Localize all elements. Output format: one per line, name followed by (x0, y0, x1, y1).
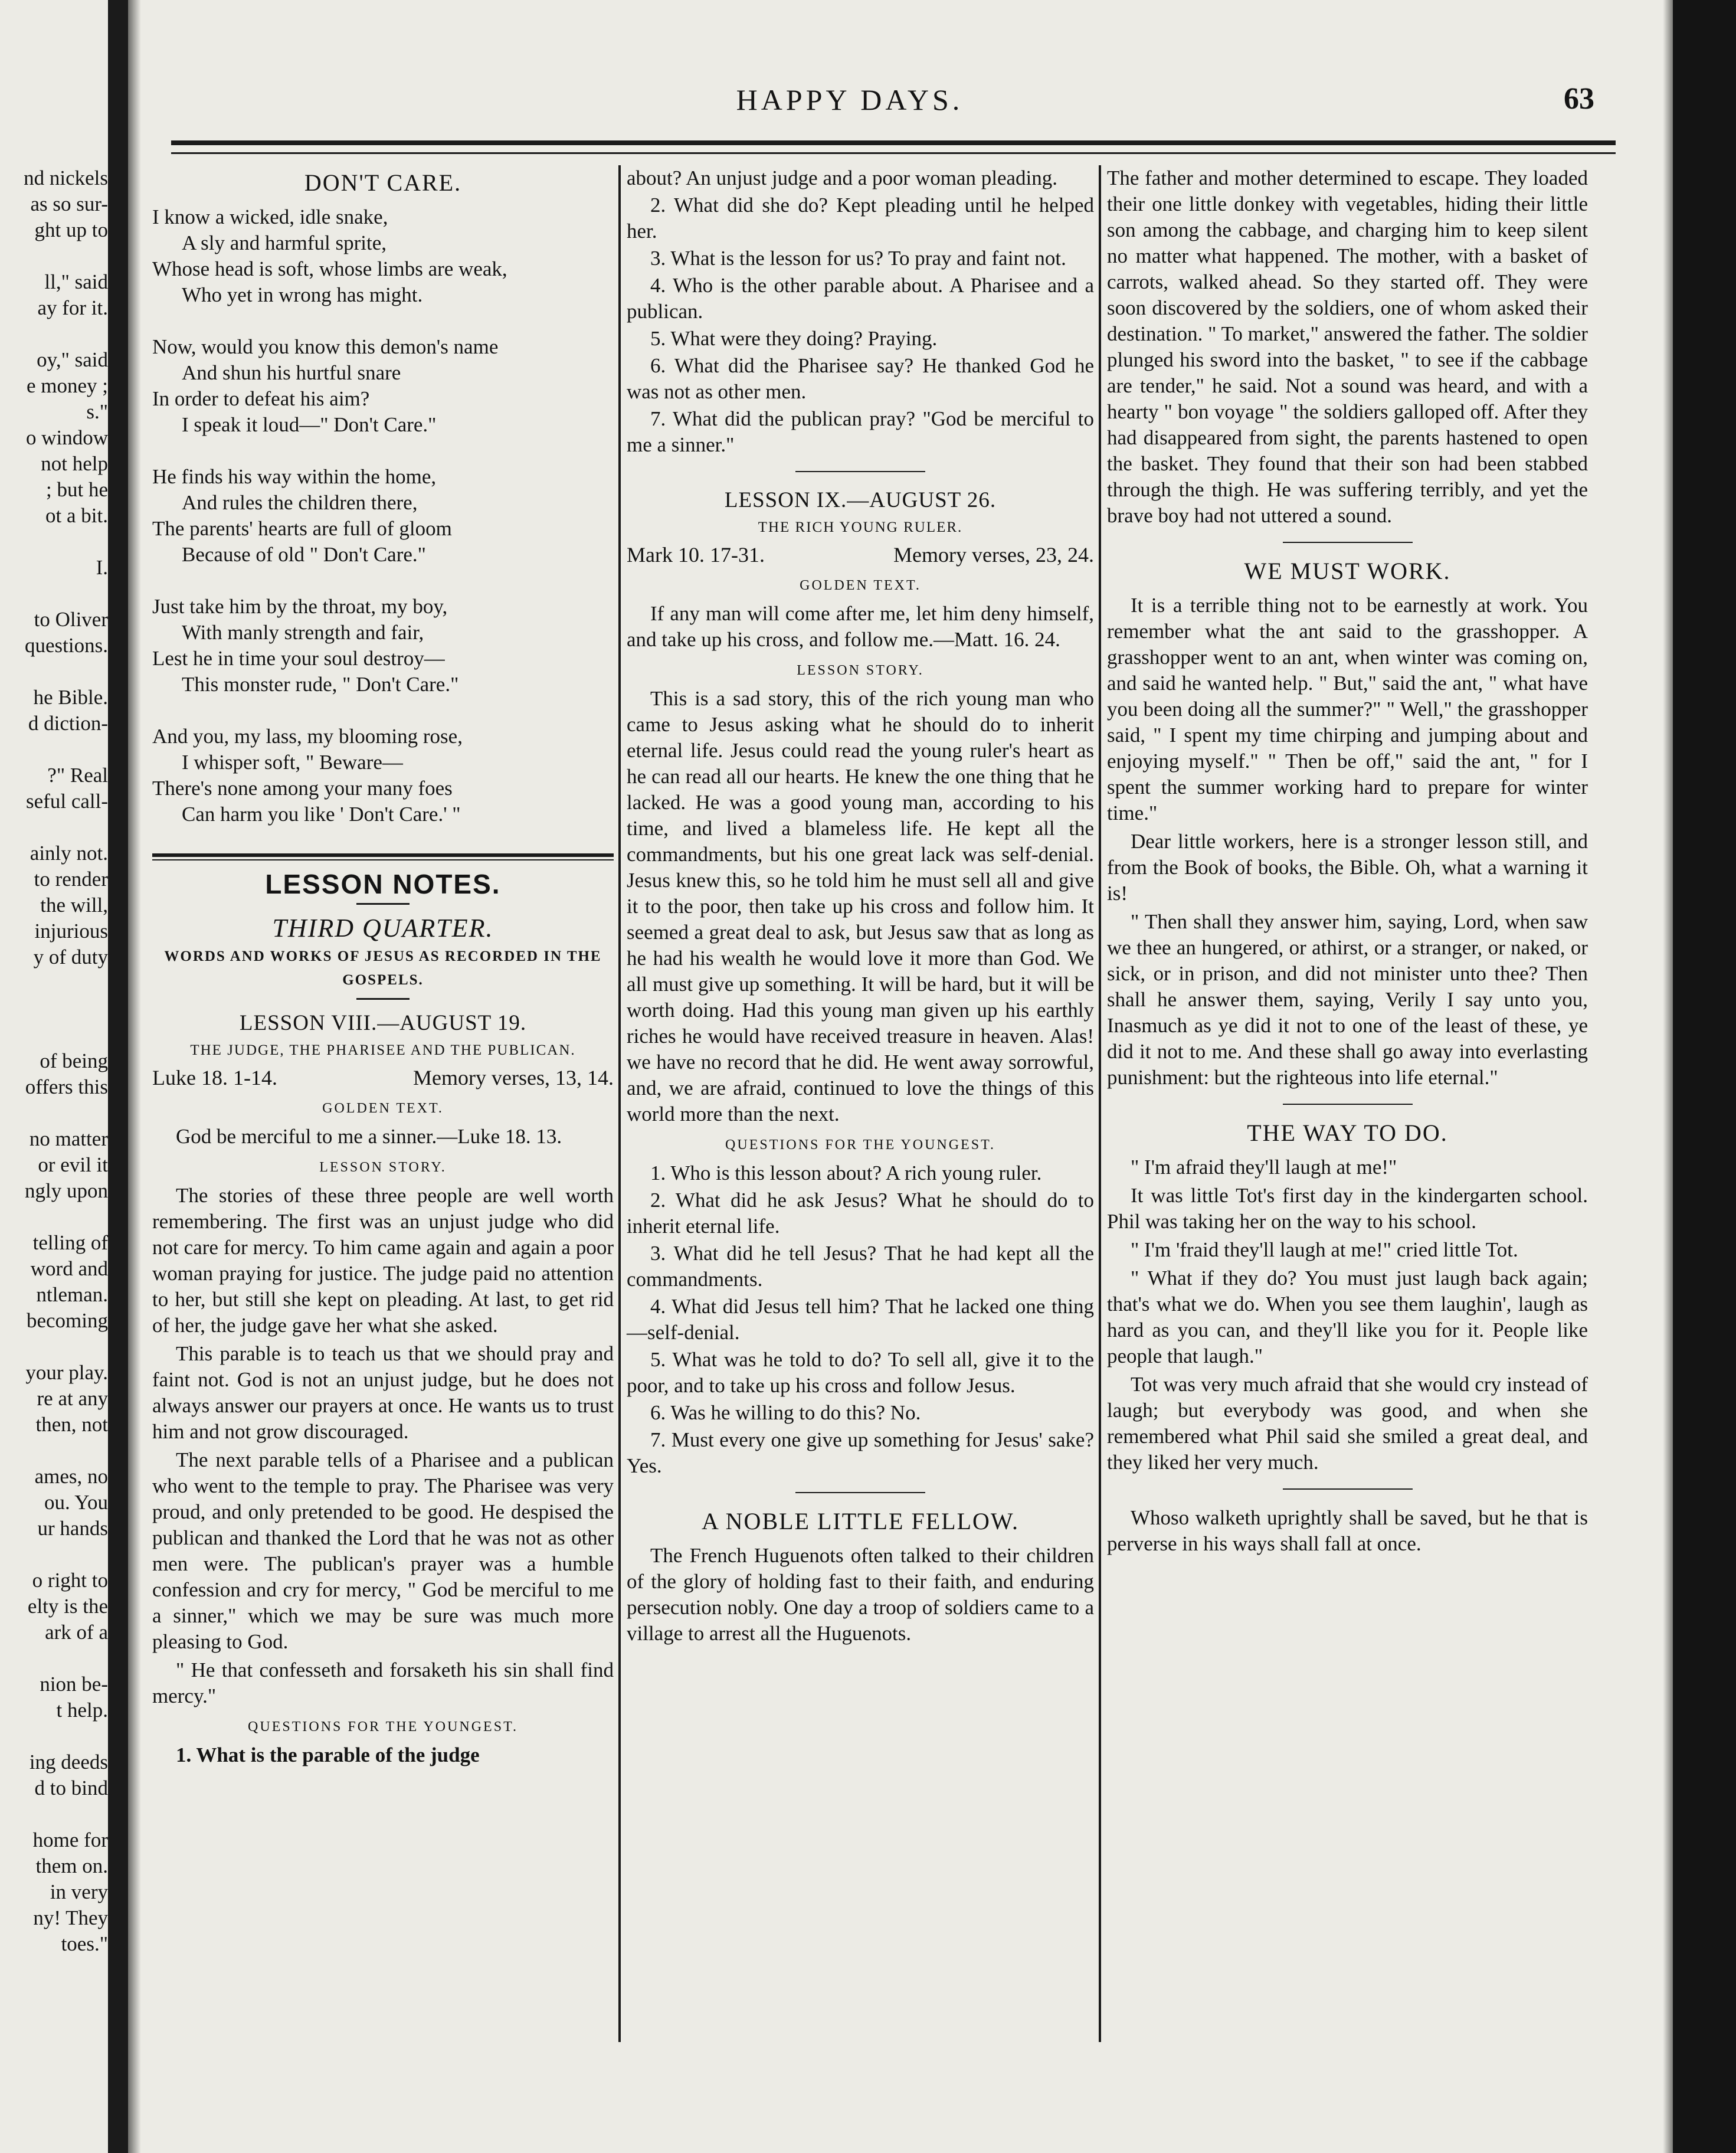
article-paragraph: Dear little workers, here is a stronger lesson still, and from the Book of books, the Bible. Oh, what a warning it is! (1107, 830, 1588, 905)
question: 4. What did Jesus tell him? That he lacked one thing—self-denial. (627, 1295, 1094, 1344)
poem-line: Can harm you like ' Don't Care.' " (182, 803, 461, 826)
section-rule (795, 1492, 925, 1493)
lesson-story-label: LESSON STORY. (797, 663, 924, 678)
golden-text: If any man will come after me, let him deny himself, and take up his cross, and follow me.—Matt. 16. 24. (627, 602, 1094, 651)
poem-stanza (152, 464, 614, 568)
column-3 (1107, 165, 1588, 1559)
question: 2. What did she do? Kept pleading until he helped her. (627, 194, 1094, 243)
article-paragraph: It was little Tot's first day in the kindergarten school. Phil was taking her on the way to his school. (1107, 1184, 1588, 1233)
section-rule (1283, 1104, 1413, 1105)
question: 1. What is the parable of the judge (176, 1743, 480, 1766)
facing-page-fragment (0, 1645, 108, 1671)
poem-line: In order to defeat his aim? (152, 387, 370, 410)
questions-label: QUESTIONS FOR THE YOUNGEST. (248, 1719, 518, 1735)
poem-stanza (152, 594, 614, 698)
book-spine (108, 0, 128, 2153)
facing-page-fragment: your play. (25, 1361, 108, 1384)
column-1 (152, 165, 614, 1769)
facing-page-fragment (0, 996, 108, 1022)
facing-page-fragment: t help. (56, 1699, 108, 1722)
poem-line: I whisper soft, " Beware— (182, 751, 403, 774)
facing-page-fragment (0, 1334, 108, 1360)
question: 6. What did the Pharisee say? He thanked God he was not as other men. (627, 354, 1094, 403)
facing-page-fragment: them on. (35, 1854, 108, 1877)
scripture-reference (627, 542, 1094, 568)
poem-line: A sly and harmful sprite, (182, 231, 387, 254)
poem-line: Lest he in time your soul destroy— (152, 647, 445, 670)
facing-page-fragment: ntleman. (36, 1283, 108, 1306)
poem-stanza (152, 724, 614, 827)
question: 1. Who is this lesson about? A rich young ruler. (650, 1161, 1042, 1185)
facing-page-fragment: toes." (61, 1932, 108, 1955)
publication-title: HAPPY DAYS. (736, 83, 964, 116)
golden-text: God be merciful to me a sinner.—Luke 18. 13. (176, 1125, 562, 1148)
facing-page-fragment: to render (34, 868, 108, 891)
poem (152, 204, 614, 827)
facing-page-fragment: e money ; (26, 374, 108, 397)
scripture-passage: Mark 10. 17-31. (627, 543, 765, 567)
header-rule (171, 140, 1616, 145)
spine-shadow (128, 0, 141, 2153)
story-paragraph: " He that confesseth and forsaketh his sin shall find mercy." (152, 1658, 614, 1707)
facing-page-fragment: the will, (40, 894, 108, 917)
facing-page-fragment (0, 1801, 108, 1827)
facing-page-fragment: ll," said (44, 270, 108, 293)
facing-page-fragment: not help (41, 452, 108, 475)
facing-page-fragment (0, 1204, 108, 1230)
facing-page-fragment (0, 529, 108, 555)
column-divider (618, 165, 621, 2042)
facing-page-fragment: y of duty (33, 945, 108, 968)
lesson-notes-title: LESSON NOTES. (265, 869, 501, 899)
section-rule (1283, 1488, 1413, 1490)
facing-page-fragment: in very (50, 1880, 108, 1903)
quarter-subtitle: WORDS AND WORKS OF JESUS AS RECORDED IN THE GOSPELS. (164, 948, 602, 988)
facing-page-fragment: ur hands (37, 1517, 108, 1540)
facing-page-fragment (0, 1542, 108, 1568)
facing-page-fragment: questions. (25, 634, 108, 657)
facing-page-fragment: seful call- (26, 790, 108, 813)
question: 5. What were they doing? Praying. (650, 327, 938, 350)
facing-page-fragment: re at any (37, 1387, 108, 1410)
question: 3. What is the lesson for us? To pray and faint not. (650, 247, 1066, 270)
facing-page-fragment (0, 1022, 108, 1048)
story-paragraph: The French Huguenots often talked to their children of the glory of holding fast to their faith, and enduring persecution nobly. One day a troop of soldiers came to a village to arrest all the Huguenots. (627, 1544, 1094, 1645)
story-paragraph: The father and mother determined to escape. They loaded their one little donkey with vegetables, hiding their little son among the cabbage, and charging him to keep silent no matter what happened. The mother, with a basket of carrots, walked ahead. So they started off. They were soon discovered by the soldiers, one of whom asked their destination. " To market," answered the father. The soldier plunged his sword into the basket, " to see if the cabbage are tender," he said. Not a sound was heard, and with a hearty " bon voyage " the soldiers galloped off. After they had disappeared from sight, the parents hastened to open the basket. They found that their son had been stabbed through the thigh. He was suffering terribly, and yet the brave boy had not uttered a sound. (1107, 166, 1588, 527)
facing-page-fragment: nd nickels (24, 166, 108, 189)
facing-page-fragment: becoming (26, 1309, 108, 1332)
facing-page-fragment: nion be- (40, 1673, 108, 1696)
facing-page-fragment (0, 1438, 108, 1464)
facing-page-fragment: ngly upon (25, 1179, 108, 1202)
poem-line: There's none among your many foes (152, 777, 453, 800)
article-paragraph: It is a terrible thing not to be earnestly at work. You remember what the ant said to the grasshopper. A grasshopper went to an ant, when winter was coming on, and said he wanted help. " But," said the ant, " what have you been doing all the summer?" " Well," the grasshopper said, " I spent my time chirping and jumping about and enjoying myself." " Then be off," said the ant, " for I spent the summer working hard to prepare for winter time." (1107, 594, 1588, 824)
poem-stanza (152, 334, 614, 438)
facing-page-fragment: oy," said (37, 348, 108, 371)
facing-page-fragment (0, 737, 108, 763)
facing-page-fragment: I. (96, 556, 108, 579)
facing-page-fragment (0, 321, 108, 347)
poem-line: And rules the children there, (182, 491, 418, 514)
facing-page-fragment: elty is the (27, 1595, 108, 1618)
question: 7. Must every one give up something for Jesus' sake? Yes. (627, 1428, 1094, 1477)
poem-line: I know a wicked, idle snake, (152, 205, 388, 228)
page-number: 63 (1564, 82, 1594, 116)
lesson-heading: LESSON IX.—AUGUST 26. (724, 488, 997, 512)
facing-page-fragment: ght up to (34, 218, 108, 241)
poem-line: Just take him by the throat, my boy, (152, 595, 448, 618)
scripture-passage: Luke 18. 1-14. (152, 1066, 277, 1089)
golden-text-label: GOLDEN TEXT. (322, 1101, 444, 1116)
story-title: A NOBLE LITTLE FELLOW. (701, 1508, 1019, 1534)
golden-text-label: GOLDEN TEXT. (800, 578, 921, 593)
quarter-title: THIRD QUARTER. (272, 914, 494, 943)
facing-page-fragment: ing deeds (29, 1750, 108, 1774)
poem-line: He finds his way within the home, (152, 465, 437, 488)
poem-line: This monster rude, " Don't Care." (182, 673, 459, 696)
facing-page-fragment (0, 581, 108, 607)
article-paragraph: " I'm 'fraid they'll laugh at me!" cried little Tot. (1131, 1238, 1518, 1261)
facing-page-fragment (0, 1723, 108, 1749)
short-rule (356, 998, 410, 1000)
facing-page-fragment: home for (32, 1828, 108, 1851)
facing-page-fragment: ?" Real (47, 764, 108, 787)
facing-page-fragment: ot a bit. (45, 504, 108, 527)
lesson-story-label: LESSON STORY. (319, 1160, 447, 1175)
facing-page-fragment: ay for it. (37, 296, 108, 319)
questions-label: QUESTIONS FOR THE YOUNGEST. (725, 1137, 995, 1153)
facing-page-fragment (0, 814, 108, 840)
story-paragraph: This is a sad story, this of the rich young man who came to Jesus asking what he should do to inherit eternal life. Jesus could read the young ruler's heart as he can read all our hearts. He knew the one thing that he lacked. He was a good young man, according to his time, and lived a blameless life. He kept all the commandments, but his one great lack was self-denial. Jesus knew this, so he told him he must sell all and give it to the poor, then take up his cross and follow him. It seemed a great deal to ask, but Jesus saw that as long as he had his wealth he would love it more than God. We all must give up something. It will be hard, but it will be worth doing. Had this young man given up his earthly riches he would have received treasure in heaven. Alas! we have no record that he did. He went away sorrowful, and, we are afraid, continued to love the things of this world more than the next. (627, 687, 1094, 1125)
article-title: THE WAY TO DO. (1247, 1120, 1448, 1146)
question: 6. Was he willing to do this? No. (650, 1401, 921, 1424)
facing-page-fragment: then, not (35, 1413, 108, 1436)
poem-line: I speak it loud—" Don't Care." (182, 413, 437, 436)
memory-verses: Memory verses, 23, 24. (893, 543, 1094, 567)
facing-page-fragment: o right to (32, 1569, 108, 1592)
poem-line: Because of old " Don't Care." (182, 543, 426, 566)
facing-page-fragment (0, 970, 108, 996)
poem-line: Who yet in wrong has might. (182, 283, 423, 306)
facing-page-fragment: ames, no (34, 1465, 108, 1488)
story-paragraph: The stories of these three people are well worth remembering. The first was an unjust judge who did not care for mercy. To him came again and again a poor woman praying for justice. The judge paid no attention to her, but still she kept on pleading. At last, to get rid of her, the judge gave her what she asked. (152, 1184, 614, 1337)
question: 3. What did he tell Jesus? That he had kept all the commandments. (627, 1242, 1094, 1291)
column-divider (1099, 165, 1101, 2042)
facing-page-fragment: no matter (29, 1127, 108, 1150)
story-paragraph: This parable is to teach us that we should pray and faint not. God is not an unjust judge, but he does not always answer our prayers at once. He wants us to trust him and not grow discouraged. (152, 1342, 614, 1443)
section-rule (795, 471, 925, 472)
memory-verses: Memory verses, 13, 14. (413, 1066, 614, 1089)
facing-page-fragment: he Bible. (33, 686, 108, 709)
article-title: WE MUST WORK. (1244, 558, 1451, 584)
facing-page-fragment: of being (40, 1049, 108, 1072)
question: 5. What was he told to do? To sell all, give it to the poor, and to take up his cross and follow Jesus. (627, 1348, 1094, 1397)
poem-line: The parents' hearts are full of gloom (152, 517, 452, 540)
closing-proverb: Whoso walketh uprightly shall be saved, but he that is perverse in his ways shall fall at once. (1107, 1506, 1588, 1555)
facing-page-fragment: ny! They (33, 1906, 108, 1929)
short-rule (356, 903, 410, 905)
section-rule (152, 853, 614, 857)
scripture-reference (152, 1065, 614, 1091)
article-paragraph: " Then shall they answer him, saying, Lord, when saw we thee an hungered, or athirst, or a stranger, or naked, or sick, or in prison, and did not minister unto thee? Then shall he answer them, saying, Verily I say unto you, Inasmuch as ye did it not to one of the least of these, ye did it not to me. And these shall go away into everlasting punishment: but the righteous into life eternal." (1107, 910, 1588, 1089)
column-2 (627, 165, 1094, 1649)
poem-line: Whose head is soft, whose limbs are weak, (152, 257, 507, 280)
question: 4. Who is the other parable about. A Pharisee and a publican. (627, 274, 1094, 323)
story-paragraph: The next parable tells of a Pharisee and a publican who went to the temple to pray. The Pharisee was very proud, and only pretended to be good. He despised the publican and thanked the Lord that he was not as other men were. The publican's prayer was a humble confession and cry for mercy, " God be merciful to me a sinner," which we may be sure was much more pleasing to God. (152, 1448, 614, 1653)
article-paragraph: Tot was very much afraid that she would cry instead of laugh; but everybody was good, and when she remembered what Phil said she smiled a great deal, and they liked her very much. (1107, 1373, 1588, 1474)
poem-line: With manly strength and fair, (182, 621, 424, 644)
scan-border (1673, 0, 1736, 2153)
facing-page-fragments (0, 165, 108, 2148)
facing-page-fragment: ark of a (45, 1621, 108, 1644)
facing-page-fragment (0, 659, 108, 685)
facing-page-fragment: or evil it (38, 1153, 108, 1176)
question: about? An unjust judge and a poor woman pleading. (627, 166, 1057, 189)
facing-page-fragment: offers this (25, 1075, 108, 1098)
question: 2. What did he ask Jesus? What he should do to inherit eternal life. (627, 1189, 1094, 1238)
facing-page-fragment: to Oliver (34, 608, 108, 631)
facing-page-fragment: injurious (34, 920, 108, 943)
facing-page-fragment: telling of (32, 1231, 108, 1254)
poem-line: And you, my lass, my blooming rose, (152, 725, 463, 748)
article-paragraph: " What if they do? You must just laugh back again; that's what we do. When you see them laughin', laugh as hard as you can, and they'll like you for it. People like people that laugh." (1107, 1267, 1588, 1367)
facing-page-fragment: ; but he (46, 478, 108, 501)
facing-page-fragment (0, 243, 108, 269)
poem-line: Now, would you know this demon's name (152, 335, 499, 358)
facing-page-fragment (0, 1100, 108, 1126)
lesson-heading: LESSON VIII.—AUGUST 19. (239, 1011, 527, 1035)
facing-page-fragment: ainly not. (30, 842, 108, 865)
facing-page-fragment: as so sur- (30, 192, 108, 215)
poem-stanza (152, 204, 614, 308)
facing-page-fragment: d to bind (34, 1776, 108, 1799)
poem-title: DON'T CARE. (304, 169, 462, 196)
header-rule-thin (171, 152, 1616, 154)
question: 7. What did the publican pray? "God be merciful to me a sinner." (627, 407, 1094, 456)
poem-line: And shun his hurtful snare (182, 361, 401, 384)
facing-page-fragment: ou. You (44, 1491, 108, 1514)
facing-page-fragment: d diction- (28, 712, 108, 735)
facing-page-fragment: s." (86, 400, 108, 423)
section-rule-thin (152, 859, 614, 860)
facing-page-fragment: o window (25, 426, 108, 449)
section-rule (1283, 542, 1413, 543)
lesson-subtitle: THE RICH YOUNG RULER. (758, 519, 963, 535)
article-paragraph: " I'm afraid they'll laugh at me!" (1131, 1156, 1397, 1179)
lesson-subtitle: THE JUDGE, THE PHARISEE AND THE PUBLICAN. (190, 1042, 576, 1058)
page-edge-shadow (1663, 0, 1673, 2153)
facing-page-fragment: word and (30, 1257, 108, 1280)
